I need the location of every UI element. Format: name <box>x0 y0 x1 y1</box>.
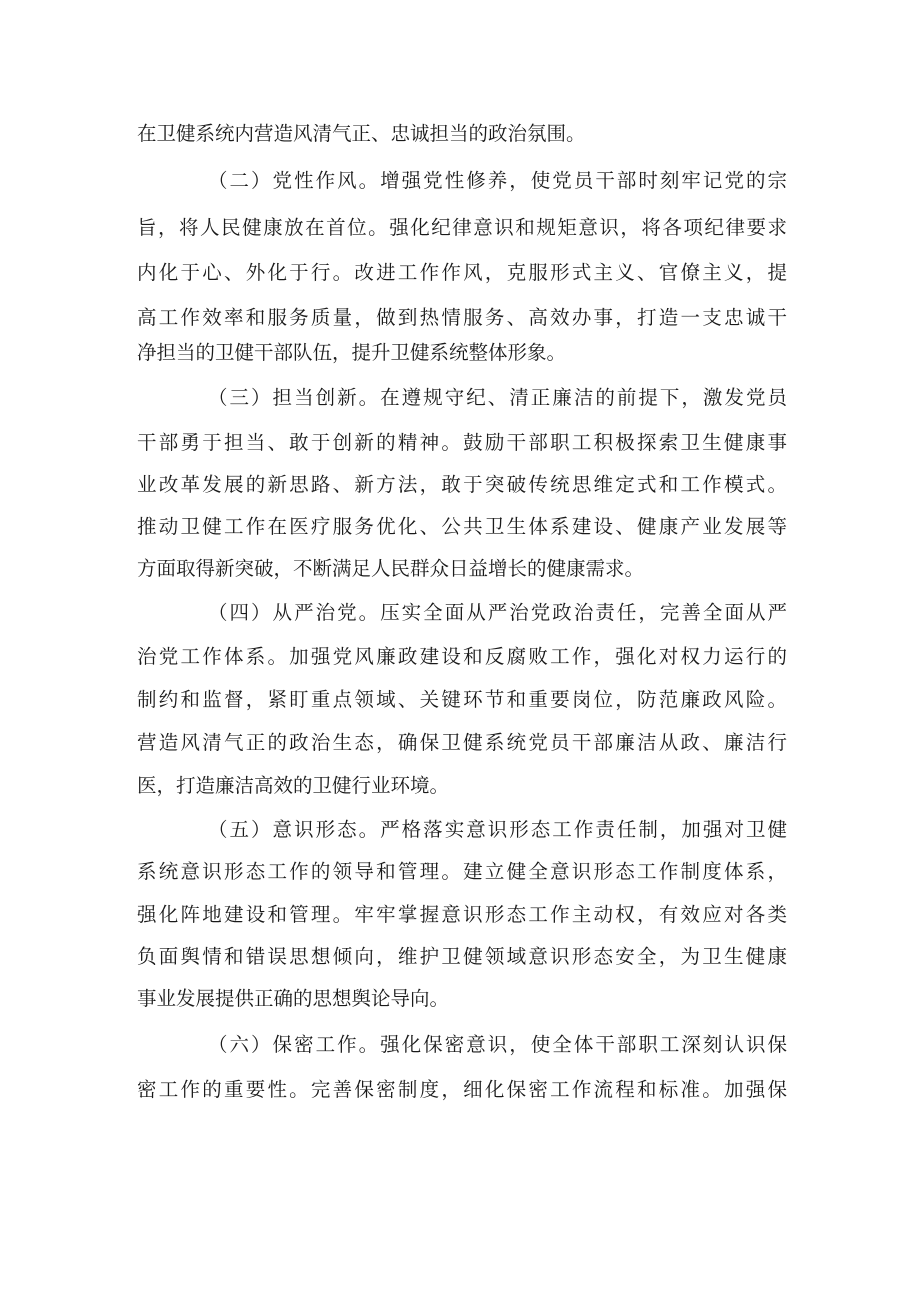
paragraph-line: 强化阵地建设和管理。牢牢掌握意识形态工作主动权，有效应对各类 <box>137 903 787 926</box>
paragraph-heading-line: （五）意识形态。严格落实意识形态工作责任制，加强对卫健 <box>208 818 787 841</box>
paragraph-line: 营造风清气正的政治生态，确保卫健系统党员干部廉洁从政、廉洁行 <box>137 731 787 754</box>
paragraph-heading-line: （六）保密工作。强化保密意识，使全体干部职工深刻认识保 <box>208 1033 787 1056</box>
paragraph-line: 事业发展提供正确的思想舆论导向。 <box>137 987 450 1010</box>
paragraph-line: 医，打造廉洁高效的卫健行业环境。 <box>137 774 450 797</box>
paragraph-line: 净担当的卫健干部队伍，提升卫健系统整体形象。 <box>137 341 567 364</box>
paragraph-line: 高工作效率和服务质量，做到热情服务、高效办事，打造一支忠诚干 <box>137 306 787 329</box>
paragraph-line: 系统意识形态工作的领导和管理。建立健全意识形态工作制度体系， <box>137 860 787 883</box>
paragraph-line: 干部勇于担当、敢于创新的精神。鼓励干部职工积极探索卫生健康事 <box>137 431 787 454</box>
paragraph-heading-line: （二）党性作风。增强党性修养，使党员干部时刻牢记党的宗 <box>208 169 787 192</box>
paragraph-line: 业改革发展的新思路、新方法，敢于突破传统思维定式和工作模式。 <box>137 473 787 496</box>
paragraph-line: 负面舆情和错误思想倾向，维护卫健领域意识形态安全，为卫生健康 <box>137 945 787 968</box>
paragraph-heading-line: （四）从严治党。压实全面从严治党政治责任，完善全面从严 <box>208 601 787 624</box>
paragraph-line: 内化于心、外化于行。改进工作作风，克服形式主义、官僚主义，提 <box>137 261 787 284</box>
paragraph-heading-line: （三）担当创新。在遵规守纪、清正廉洁的前提下，激发党员 <box>208 386 787 409</box>
paragraph-line: 在卫健系统内营造风清气正、忠诚担当的政治氛围。 <box>137 122 586 145</box>
paragraph-line: 治党工作体系。加强党风廉政建设和反腐败工作，强化对权力运行的 <box>137 645 787 668</box>
paragraph-line: 密工作的重要性。完善保密制度，细化保密工作流程和标准。加强保 <box>137 1078 787 1101</box>
paragraph-line: 方面取得新突破，不断满足人民群众日益增长的健康需求。 <box>137 557 645 580</box>
paragraph-line: 旨，将人民健康放在首位。强化纪律意识和规矩意识，将各项纪律要求 <box>137 216 787 239</box>
paragraph-line: 制约和监督，紧盯重点领域、关键环节和重要岗位，防范廉政风险。 <box>137 688 787 711</box>
paragraph-line: 推动卫健工作在医疗服务优化、公共卫生体系建设、健康产业发展等 <box>137 515 787 538</box>
